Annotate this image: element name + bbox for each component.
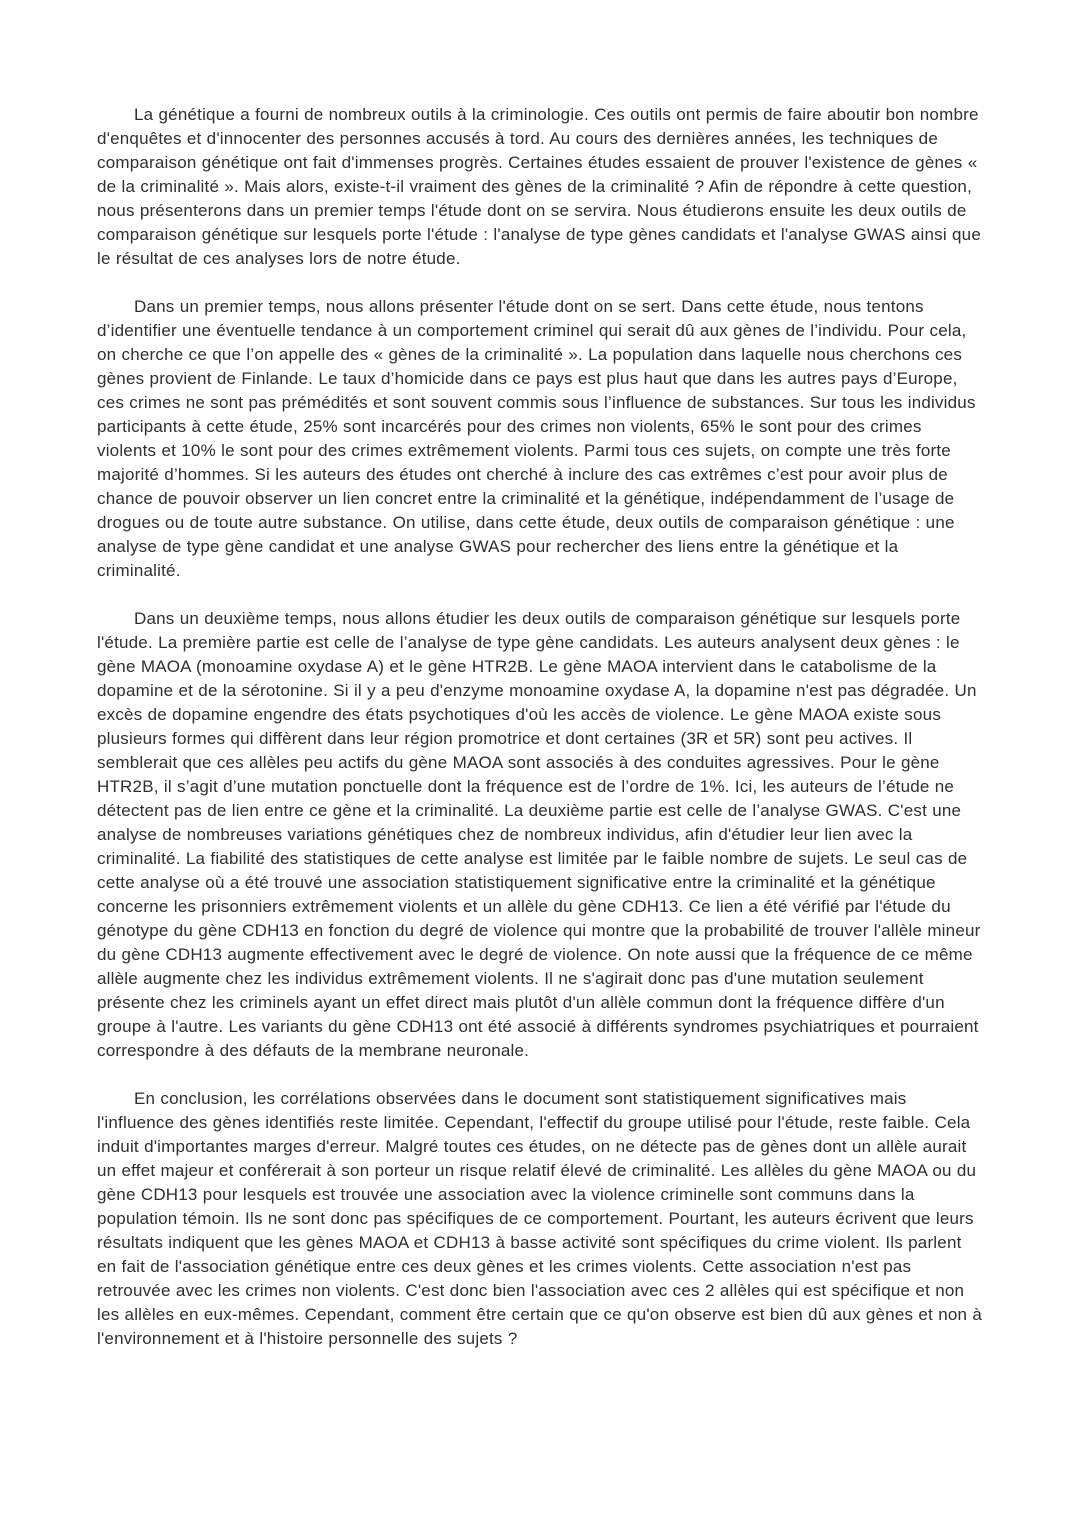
paragraph-introduction: La génétique a fourni de nombreux outils à la criminologie. Ces outils ont permis de faire aboutir bon nombre d'enquêtes et d'innocenter des personnes accusés à tord. Au cours des dernières années, les techniques de comparaison génétique ont fait d'immenses progrès. Certaines études essaient de prouver l'existence de gènes « de la criminalité ». Mais alors, existe-t-il vraiment des gènes de la criminalité ? Afin de répondre à cette question, nous présenterons dans un premier temps l'étude dont on se servira. Nous étudierons ensuite les deux outils de comparaison génétique sur lesquels porte l'étude : l'analyse de type gènes candidats et l'analyse GWAS ainsi que le résultat de ces analyses lors de notre étude. — [97, 105, 981, 268]
paragraph-conclusion: En conclusion, les corrélations observées dans le document sont statistiquement significatives mais l'influence des gènes identifiés reste limitée. Cependant, l'effectif du groupe utilisé pour l'étude, reste faible. Cela induit d'importantes marges d'erreur. Malgré toutes ces études, on ne détecte pas de gènes dont un allèle aurait un effet majeur et conférerait à son porteur un risque relatif élevé de criminalité. Les allèles du gène MAOA ou du gène CDH13 pour lesquels est trouvée une association avec la violence criminelle sont communs dans la population témoin. Ils ne sont donc pas spécifiques de ce comportement. Pourtant, les auteurs écrivent que leurs résultats indiquent que les gènes MAOA et CDH13 à basse activité sont spécifiques du crime violent. Ils parlent en fait de l'association génétique entre ces deux gènes et les crimes violents. Cette association n'est pas retrouvée avec les crimes non violents. C'est donc bien l'association avec ces 2 allèles qui est spécifique et non les allèles en eux-mêmes. Cependant, comment être certain que ce qu'on observe est bien dû aux gènes et non à l'environnement et à l'histoire personnelle des sujets ? — [97, 1089, 983, 1348]
paragraph-genetic-analysis-tools: Dans un deuxième temps, nous allons étudier les deux outils de comparaison génétique sur lesquels porte l'étude. La première partie est celle de l’analyse de type gène candidats. Les auteurs analysent deux gènes : le gène MAOA (monoamine oxydase A) et le gène HTR2B. Le gène MAOA intervient dans le catabolisme de la dopamine et de la sérotonine. Si il y a peu d'enzyme monoamine oxydase A, la dopamine n'est pas dégradée. Un excès de dopamine engendre des états psychotiques d'où les accès de violence. Le gène MAOA existe sous plusieurs formes qui diffèrent dans leur région promotrice et dont certaines (3R et 5R) sont peu actives. Il semblerait que ces allèles peu actifs du gène MAOA sont associés à des conduites agressives. Pour le gène HTR2B, il s’agit d’une mutation ponctuelle dont la fréquence est de l’ordre de 1%. Ici, les auteurs de l’étude ne détectent pas de lien entre ce gène et la criminalité. La deuxième partie est celle de l’analyse GWAS. C'est une analyse de nombreuses variations génétiques chez de nombreux individus, afin d'étudier leur lien avec la criminalité. La fiabilité des statistiques de cette analyse est limitée par le faible nombre de sujets. Le seul cas de cette analyse où a été trouvé une association statistiquement significative entre la criminalité et la génétique concerne les prisonniers extrêmement violents et un allèle du gène CDH13. Ce lien a été vérifié par l'étude du génotype du gène CDH13 en fonction du degré de violence qui montre que la probabilité de trouver l'allèle mineur du gène CDH13 augmente effectivement avec le degré de violence. On note aussi que la fréquence de ce même allèle augmente chez les individus extrêmement violents. Il ne s'agirait donc pas d'une mutation seulement présente chez les criminels ayant un effet direct mais plutôt d'un allèle commun dont la fréquence diffère d'un groupe à l'autre. Les variants du gène CDH13 ont été associé à différents syndromes psychiatriques et pourraient correspondre à des défauts de la membrane neuronale. — [97, 609, 981, 1060]
paragraph-study-presentation: Dans un premier temps, nous allons présenter l'étude dont on se sert. Dans cette étude, nous tentons d’identifier une éventuelle tendance à un comportement criminel qui serait dû aux gènes de l’individu. Pour cela, on cherche ce que l’on appelle des « gènes de la criminalité ». La population dans laquelle nous cherchons ces gènes provient de Finlande. Le taux d’homicide dans ce pays est plus haut que dans les autres pays d’Europe, ces crimes ne sont pas prémédités et sont souvent commis sous l’influence de substances. Sur tous les individus participants à cette étude, 25% sont incarcérés pour des crimes non violents, 65% le sont pour des crimes violents et 10% le sont pour des crimes extrêmement violents. Parmi tous ces sujets, on compte une très forte majorité d’hommes. Si les auteurs des études ont cherché à inclure des cas extrêmes c’est pour avoir plus de chance de pouvoir observer un lien concret entre la criminalité et la génétique, indépendamment de l’usage de drogues ou de toute autre substance. On utilise, dans cette étude, deux outils de comparaison génétique : une analyse de type gène candidat et une analyse GWAS pour rechercher des liens entre la génétique et la criminalité. — [97, 297, 976, 580]
